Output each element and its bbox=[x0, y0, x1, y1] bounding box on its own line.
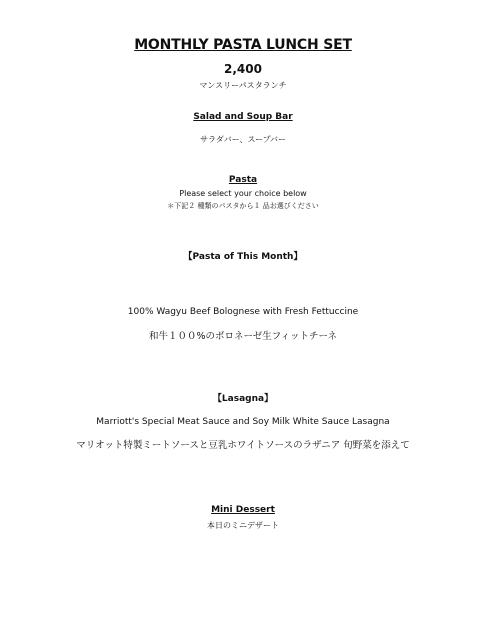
lasagna-dish-jp: マリオット特製ミートソースと豆乳ホワイトソースのラザニア 旬野菜を添えて bbox=[76, 440, 410, 451]
set-name-jp: マンスリーパスタランチ bbox=[199, 81, 287, 90]
pasta-of-month-dish-en: 100% Wagyu Beef Bolognese with Fresh Fettuccine bbox=[127, 307, 359, 317]
salad-soup-jp: サラダバー、スープバー bbox=[199, 135, 287, 144]
pasta-of-month-heading: 【Pasta of This Month】 bbox=[183, 252, 303, 262]
menu-title: MONTHLY PASTA LUNCH SET bbox=[134, 37, 352, 53]
dessert-jp: 本日のミニデザート bbox=[207, 521, 279, 530]
pasta-heading: Pasta bbox=[228, 175, 258, 185]
salad-soup-heading: Salad and Soup Bar bbox=[193, 112, 293, 122]
pasta-instruction-jp: ＊下記２ 種類のパスタから１ 品お選びください bbox=[167, 202, 319, 210]
pasta-instruction-en: Please select your choice below bbox=[179, 189, 307, 198]
dessert-heading: Mini Dessert bbox=[211, 505, 275, 515]
lasagna-heading: 【Lasagna】 bbox=[212, 394, 274, 404]
pasta-of-month-dish-jp: 和牛１００%のボロネーゼ生フィットチーネ bbox=[148, 331, 338, 342]
lasagna-dish-en: Marriott's Special Meat Sauce and Soy Milk White Sauce Lasagna bbox=[96, 417, 390, 427]
set-price: 2,400 bbox=[224, 62, 262, 76]
